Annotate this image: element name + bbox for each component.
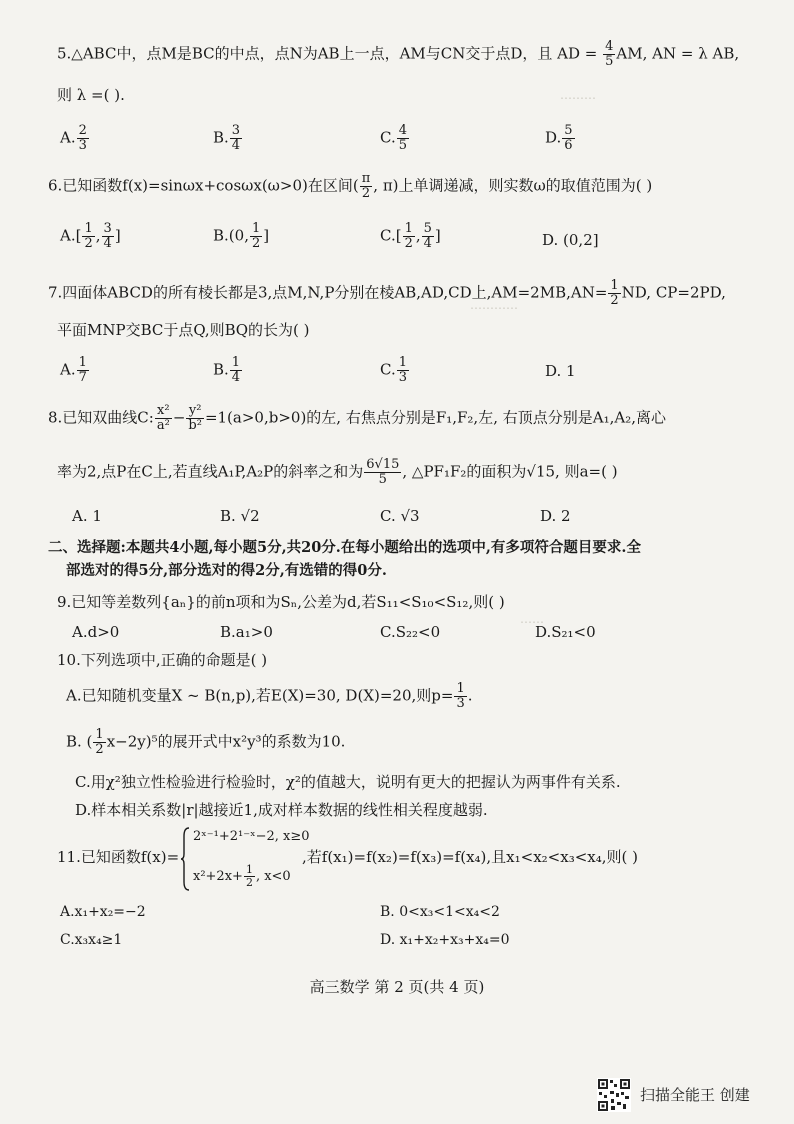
q11-option-a: A.x₁+x₂=−2 xyxy=(60,904,146,920)
bleed-through-text: ……… xyxy=(560,88,596,102)
piecewise-brace xyxy=(181,826,191,892)
bleed-through-text: …… xyxy=(520,612,544,626)
q8-option-a: A. 1 xyxy=(72,507,102,525)
q9-option-d: D.S₂₁<0 xyxy=(535,623,596,641)
section-2-heading: 二、选择题:本题共4小题,每小题5分,共20分.在每小题给出的选项中,有多项符合题目要求.全 xyxy=(48,539,641,556)
q9-option-b: B.a₁>0 xyxy=(220,623,273,641)
q10-option-c: C.用χ²独立性检验进行检验时，χ²的值越大，说明有更大的把握认为两事件有关系. xyxy=(75,773,621,791)
q11-stem-lead: 11.已知函数f(x)= xyxy=(57,848,180,866)
q7-option-c: C. $\frac{1}{3}$ xyxy=(380,355,407,385)
q7-option-d: D. 1 xyxy=(545,362,576,380)
q9-stem: 9.已知等差数列{aₙ}的前n项和为Sₙ,公差为d,若S₁₁<S₁₀<S₁₂,则( ) xyxy=(57,593,505,611)
q11-case-1: 2ˣ⁻¹+2¹⁻ˣ−2, x≥0 xyxy=(193,829,310,844)
page-footer: 高三数学 第 2 页(共 4 页) xyxy=(309,978,485,996)
q5-option-c: C. $\frac{4}{5}$ xyxy=(380,123,407,153)
q6-option-b: B.(0, $\frac{1}{2}$ ] xyxy=(213,221,270,251)
q10-option-d: D.样本相关系数|r|越接近1,成对样本数据的线性相关程度越弱. xyxy=(75,801,488,819)
q6-option-a: A.[ $\frac{1}{2}$ , $\frac{3}{4}$ ] xyxy=(60,221,121,251)
scanner-watermark-label: 扫描全能王 创建 xyxy=(640,1086,750,1104)
q10-option-b: B. ( $\frac{1}{2}$ x−2y)⁵的展开式中x²y³的系数为10. xyxy=(66,727,346,757)
left-binding-mark xyxy=(0,670,4,740)
q11-stem-tail: ,若f(x₁)=f(x₂)=f(x₃)=f(x₄),且x₁<x₂<x₃<x₄,则( ) xyxy=(302,848,638,866)
q8-stem-line2: 率为2,点P在C上,若直线A₁P,A₂P的斜率之和为 $\frac{6√15}{5}$ , △PF₁F₂的面积为√15, 则a=( ) xyxy=(57,457,618,487)
q11-case-2: x²+2x+ $\frac{1}{2}$ , x<0 xyxy=(193,863,291,889)
section-2-heading-line2: 部选对的得5分,部分选对的得2分,有选错的得0分. xyxy=(66,562,387,579)
q5-option-d: D. $\frac{5}{6}$ xyxy=(545,123,573,153)
q7-stem-line2: 平面MNP交BC于点Q,则BQ的长为( ) xyxy=(57,321,310,339)
q6-option-d: D. (0,2] xyxy=(542,231,599,249)
q8-stem: 8.已知双曲线C: $\frac{\text{x²}}{\text{a²}}$ − $\frac{\text{y²}}{\text{b²}}$ =1(a>0,b>0)的左, 右焦点分别是F₁,F₂,左, 右顶点分别是A₁,A₂,离心 xyxy=(48,403,666,433)
q8-option-c: C. √3 xyxy=(380,507,420,525)
q6-option-c: C.[ $\frac{1}{2}$ , $\frac{5}{4}$ ] xyxy=(380,221,441,251)
q7-stem: 7.四面体ABCD的所有棱长都是3,点M,N,P分别在棱AB,AD,CD上,AM=2MB,AN= $\frac{1}{2}$ ND, CP=2PD, xyxy=(48,278,726,308)
bleed-through-text: ………… xyxy=(470,298,518,312)
q8-option-b: B. √2 xyxy=(220,507,260,525)
q9-option-c: C.S₂₂<0 xyxy=(380,623,441,641)
q10-option-a: A.已知随机变量X ~ B(n,p),若E(X)=30, D(X)=20,则p= $\frac{1}{3}$ . xyxy=(66,681,473,711)
qr-code-icon xyxy=(597,1078,631,1112)
q11-option-d: D. x₁+x₂+x₃+x₄=0 xyxy=(380,932,510,948)
q9-option-a: A.d>0 xyxy=(72,623,120,641)
q5-stem-line2: 则 λ =( ). xyxy=(57,86,125,104)
q5-stem: 5.△ABC中，点M是BC的中点，点N为AB上一点，AM与CN交于点D，且 AD = $\frac{4}{5}$ AM, AN = λ AB, xyxy=(57,39,740,69)
q8-option-d: D. 2 xyxy=(540,507,571,525)
q7-option-a: A. $\frac{1}{7}$ xyxy=(60,355,87,385)
q11-option-b: B. 0<x₃<1<x₄<2 xyxy=(380,904,500,920)
q10-stem: 10.下列选项中,正确的命题是( ) xyxy=(57,651,268,669)
q5-option-b: B. $\frac{3}{4}$ xyxy=(213,123,241,153)
q11-option-c: C.x₃x₄≥1 xyxy=(60,932,123,948)
q7-option-b: B. $\frac{1}{4}$ xyxy=(213,355,241,385)
q5-option-a: A. $\frac{2}{3}$ xyxy=(60,123,87,153)
q6-stem: 6.已知函数f(x)=sinωx+cosωx(ω>0)在区间( $\frac{\pi}{2}$ , π)上单调递减，则实数ω的取值范围为( ) xyxy=(48,171,653,201)
